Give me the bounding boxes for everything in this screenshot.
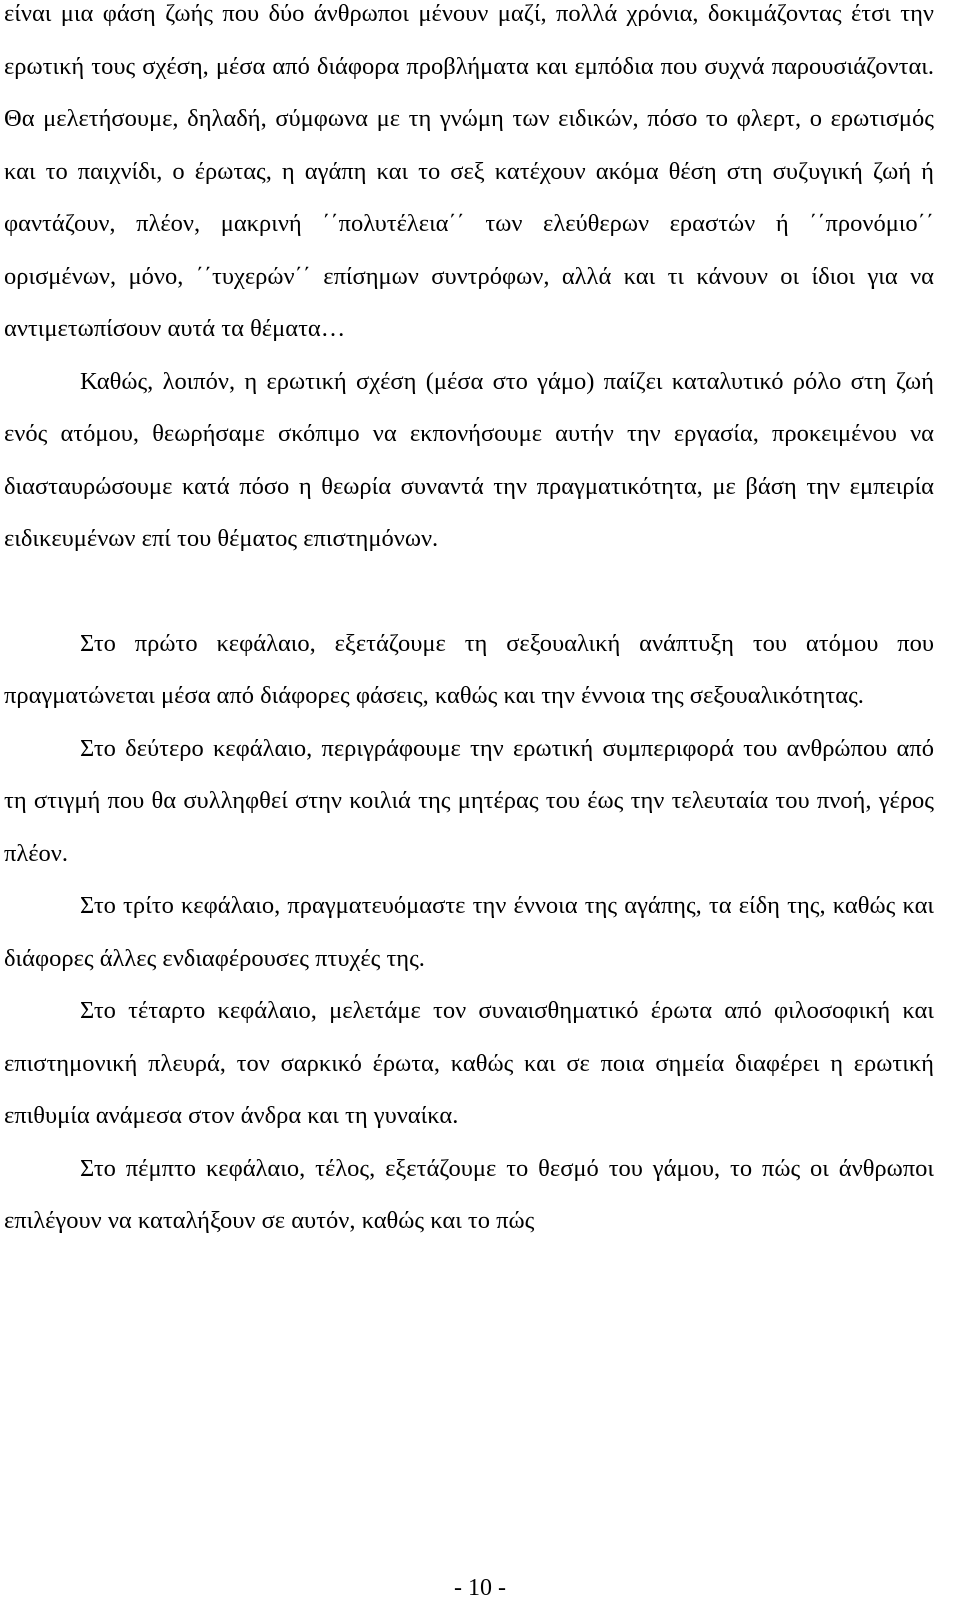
paragraph-continuation: είναι μια φάση ζωής που δύο άνθρωποι μένουν μαζί, πολλά χρόνια, δοκιμάζοντας έτσι την ερωτική τους σχέση, μέσα από διάφορα προβλήματα και εμπόδια που συχνά παρουσιάζονται. Θα μελετήσουμε, δηλαδή, σύμφωνα με τη γνώμη των ειδικών, πόσο το φλερτ, ο ερωτισμός και το παιχνίδι, ο έρωτας, η αγάπη και το σεξ κατέχουν ακόμα θέση στη συζυγική ζωή ή φαντάζουν, πλέον, μακρινή ΄΄πολυτέλεια΄΄ των ελεύθερων εραστών ή ΄΄προνόμιο΄΄ ορισμένων, μόνο, ΄΄τυχερών΄΄ επίσημων συντρόφων, αλλά και τι κάνουν οι ίδιοι για να αντιμετωπίσουν αυτά τα θέματα… <box>4 0 934 342</box>
paragraph-chapter-5: Στο πέμπτο κεφάλαιο, τέλος, εξετάζουμε το θεσμό του γάμου, το πώς οι άνθρωποι επιλέγουν να καταλήξουν σε αυτόν, καθώς και το πώς <box>4 1154 934 1234</box>
paragraph-chapter-1: Στο πρώτο κεφάλαιο, εξετάζουμε τη σεξουαλική ανάπτυξη του ατόμου που πραγματώνεται μέσα από διάφορες φάσεις, καθώς και την έννοια της σεξουαλικότητας. <box>4 629 934 709</box>
paragraph-chapter-2: Στο δεύτερο κεφάλαιο, περιγράφουμε την ερωτική συμπεριφορά του ανθρώπου από τη στιγμή που θα συλληφθεί στην κοιλιά της μητέρας του έως την τελευταία του πνοή, γέρος πλέον. <box>4 734 934 867</box>
paragraph-chapter-4: Στο τέταρτο κεφάλαιο, μελετάμε τον συναισθηματικό έρωτα από φιλοσοφική και επιστημονική πλευρά, τον σαρκικό έρωτα, καθώς και σε ποια σημεία διαφέρει η ερωτική επιθυμία ανάμεσα στον άνδρα και τη γυναίκα. <box>4 997 934 1129</box>
paragraph-purpose: Καθώς, λοιπόν, η ερωτική σχέση (μέσα στο γάμο) παίζει καταλυτικό ρόλο στη ζωή ενός ατόμου, θεωρήσαμε σκόπιμο να εκπονήσουμε αυτήν την εργασία, προκειμένου να διασταυρώσουμε κατά πόσο η θεωρία συναντά την πραγματικότητα, με βάση την εμπειρία ειδικευμένων επί του θέματος επιστημόνων. <box>4 367 934 552</box>
page-number: - 10 - <box>454 1575 506 1601</box>
document-body <box>4 0 934 1248</box>
paragraph-chapter-3: Στο τρίτο κεφάλαιο, πραγματευόμαστε την έννοια της αγάπης, τα είδη της, καθώς και διάφορες άλλες ενδιαφέρουσες πτυχές της. <box>4 892 934 972</box>
